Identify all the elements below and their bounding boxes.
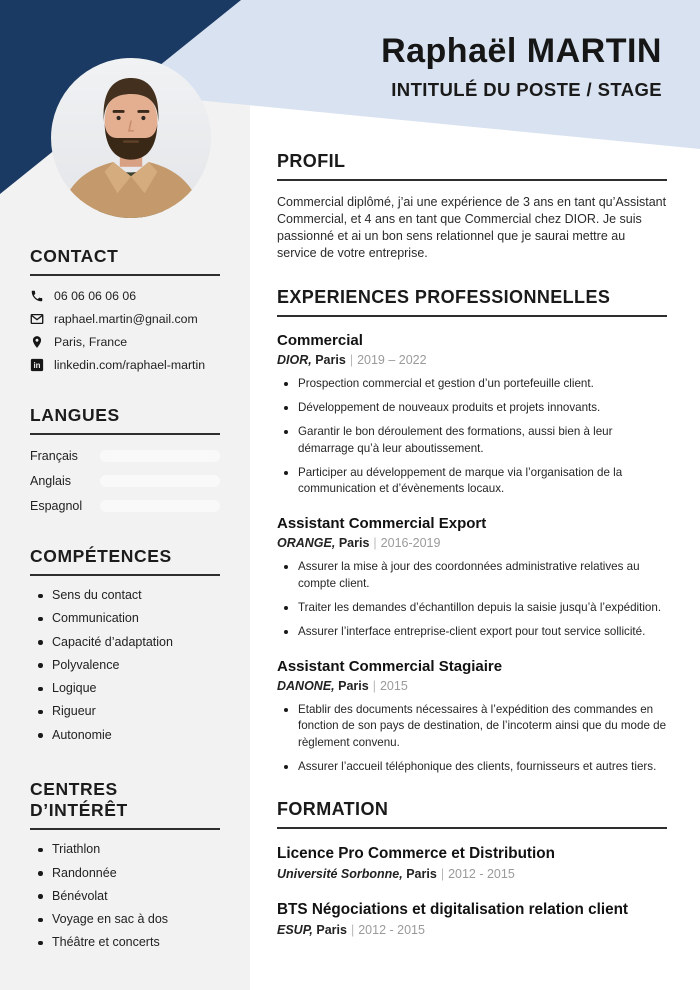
skill-item: Logique [30,682,220,696]
education-city: Paris [316,923,347,938]
education-meta [277,867,667,881]
job-role: Assistant Commercial Stagiaire [277,658,503,676]
education-school: ESUP, [277,923,313,938]
education-degree: Licence Pro Commerce et Distribution [277,845,555,863]
skills-section [30,546,220,742]
language-label: Anglais [30,474,71,488]
language-bar [100,500,220,512]
contact-row-location [30,335,220,349]
job-bullet: Participer au développement de marque via l’organisation de la communication et d’évènements locaux. [277,465,667,497]
education-degree: BTS Négociations et digitalisation relation client [277,901,629,919]
job-company: DANONE, [277,679,335,694]
job-dates: 2019 – 2022 [357,353,427,367]
job-meta [277,353,667,367]
phone-icon [30,289,44,303]
skill-item: Autonomie [30,729,220,743]
job-bullet: Etablir des documents nécessaires à l’expédition des commandes en fonction de son pays de destination, de l’incoterm ainsi que du mode de règlement convenu. [277,702,667,751]
languages-list [30,449,220,513]
job-bullet: Assurer l’interface entreprise-client export pour tout service sollicité. [277,624,667,640]
location-icon [30,335,44,349]
interest-item: Randonnée [30,867,220,881]
job-city: Paris [315,353,346,367]
education-dates: 2012 - 2015 [448,867,515,882]
meta-separator: | [349,353,354,367]
contact-title: CONTACT [30,246,220,276]
profile-text: Commercial diplômé, j’ai une expérience de 3 ans en tant qu’Assistant Commercial, et 4 ans en tant que Commercial chez DIOR. Je suis passionné et ai un bon sens relationnel que je saurai mettre au service de votre entreprise. [277,195,667,260]
interests-list [30,843,220,950]
experience-section [277,287,667,775]
profile-section [277,151,667,262]
contact-location: Paris, France [54,335,128,349]
languages-title: LANGUES [30,405,220,435]
job-meta [277,679,667,693]
job-bullet: Traiter les demandes d’échantillon depuis la saisie jusqu’à l’expédition. [277,600,667,616]
education-meta [277,923,667,937]
job-bullet-list [277,559,667,640]
education-entry [277,845,667,881]
education-school: Université Sorbonne, [277,867,403,882]
email-icon [30,312,44,326]
candidate-role: INTITULÉ DU POSTE / STAGE [391,79,662,101]
experience-title: EXPERIENCES PROFESSIONNELLES [277,287,667,317]
meta-separator: | [373,536,377,551]
job-dates: 2016-2019 [380,536,441,551]
contact-section [30,246,220,372]
contact-list [30,289,220,372]
main-column [250,0,700,990]
skill-item: Capacité d’adaptation [30,636,220,650]
interest-item: Voyage en sac à dos [30,913,220,927]
interest-item: Théâtre et concerts [30,936,220,950]
interests-title: CENTRES D’INTÉRÊT [30,779,220,830]
job-company: ORANGE, [277,536,336,551]
profile-title: PROFIL [277,151,667,181]
education-dates: 2012 - 2015 [358,923,425,938]
job-entry [277,658,667,775]
job-company: DIOR, [277,353,312,367]
contact-phone: 06 06 06 06 06 [54,289,137,303]
contact-row-phone [30,289,220,303]
contact-row-email [30,312,220,326]
job-bullet: Assurer la mise à jour des coordonnées administrative relatives au compte client. [277,559,667,591]
language-row [30,449,220,463]
job-entry [277,515,667,640]
svg-text:in: in [33,361,41,371]
header [381,33,662,101]
skill-item: Sens du contact [30,589,220,603]
language-bar [100,450,220,462]
job-bullet: Prospection commercial et gestion d’un portefeuille client. [277,376,667,392]
job-bullet: Assurer l’accueil téléphonique des clients, fournisseurs et autres tiers. [277,759,667,775]
language-row [30,474,220,488]
skill-item: Polyvalence [30,659,220,673]
contact-row-linkedin [30,358,220,372]
language-label: Français [30,449,78,463]
job-bullet: Développement de nouveaux produits et projets innovants. [277,400,667,416]
interests-section [30,779,220,950]
meta-separator: | [372,679,376,694]
language-label: Espagnol [30,499,83,513]
job-meta [277,536,667,550]
languages-section [30,405,220,513]
contact-email: raphael.martin@gnail.com [54,312,198,326]
education-city: Paris [406,867,437,882]
skill-item: Communication [30,612,220,626]
contact-linkedin: linkedin.com/raphael-martin [54,358,206,372]
job-city: Paris [338,679,369,694]
meta-separator: | [440,867,445,882]
job-entry [277,332,667,497]
job-city: Paris [338,536,370,551]
candidate-name: Raphaël MARTIN [381,32,662,70]
job-role: Commercial [277,332,363,349]
job-bullet: Garantir le bon déroulement des formations, aussi bien à leur démarrage qu’à leur aboutissement. [277,424,667,456]
job-dates: 2015 [379,679,408,694]
skill-item: Rigueur [30,705,220,719]
meta-separator: | [350,923,355,938]
linkedin-icon [30,358,44,372]
language-row [30,499,220,513]
education-entry [277,901,667,937]
interest-item: Bénévolat [30,890,220,904]
skills-list [30,589,220,742]
job-bullet-list [277,702,667,775]
interest-item: Triathlon [30,843,220,857]
language-bar [100,475,220,487]
education-title: FORMATION [277,799,667,829]
education-section [277,799,667,937]
skills-title: COMPÉTENCES [30,546,220,576]
job-bullet-list [277,376,667,497]
sidebar [0,0,250,990]
job-role: Assistant Commercial Export [277,515,487,533]
